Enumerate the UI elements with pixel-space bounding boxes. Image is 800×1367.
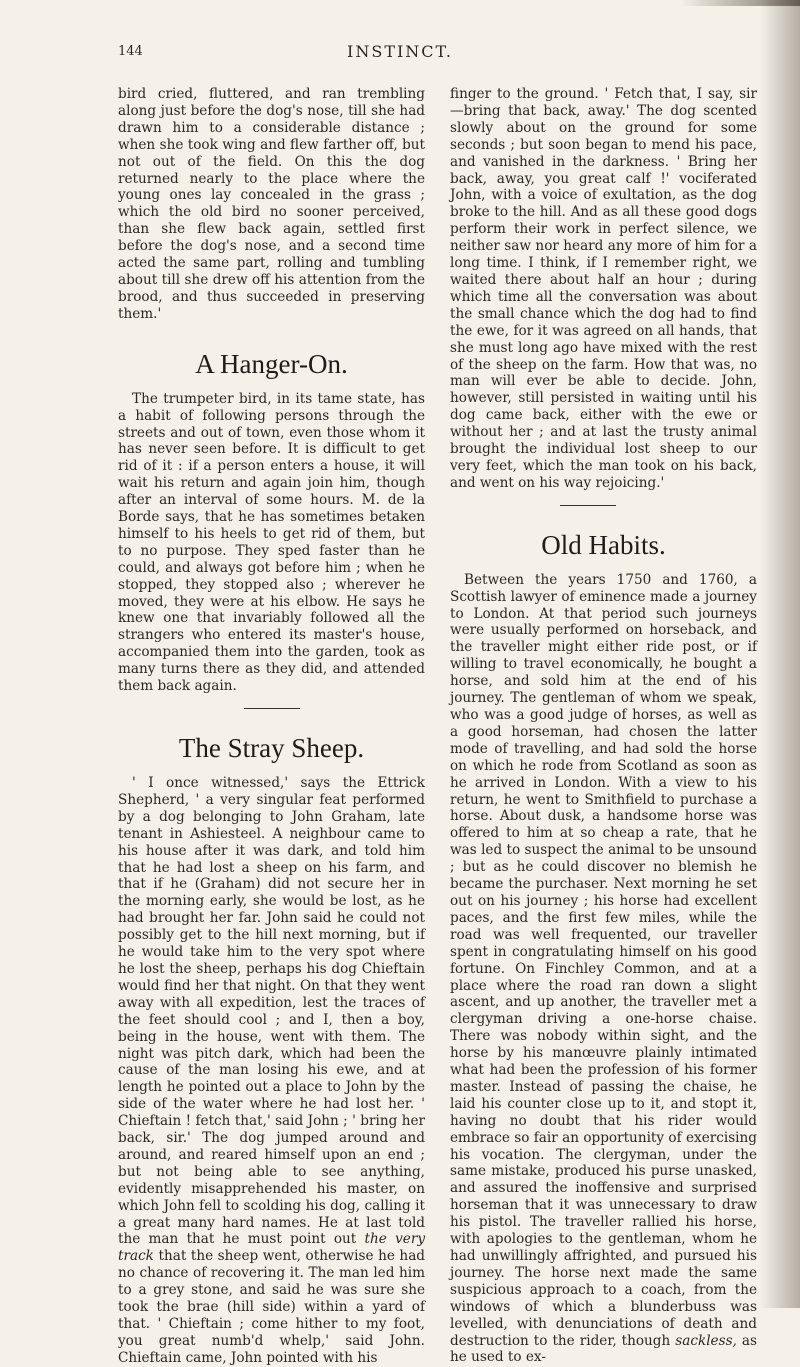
page-number: 144 [118,44,143,59]
section-divider [560,505,616,506]
paragraph-plover-end: bird cried, fluttered, and ran trembling along just before the dog's nose, till she had drawn him to a considerable distance ; when she took wing and flew farther off, but not out of the field. On this the dog returned nearly to the place where the young ones lay concealed in the grass ; which the old bird no sooner perceived, than she flew back again, settled first before the dog's nose, and a second time acted the same part, rolling and tumbling about till she drew off his attention from the brood, and thus succeeded in preserving them.' [118,86,425,322]
italic-text: sackless, [675,1332,737,1349]
paragraph-scottish-lawyer [450,572,757,1367]
section-divider [244,708,300,709]
running-head: INSTINCT. [347,42,453,61]
paragraph-chieftain-fetch: finger to the ground. ' Fetch that, I say, sir —bring that back, away.' The dog scented slowly about on the ground for some seconds ; but soon began to mend his pace, and vanished in the darkness. ' Bring her back, away, you great calf !' vociferated John, with a voice of exultation, as the dog broke to the hill. And as all these good dogs perform their work in perfect silence, we neither saw nor heard any more of him for a long time. I think, if I remember right, we waited there about half an hour ; during which time all the conversation was about the small chance which the dog had to find the ewe, for it was agreed on all hands, that she must long ago have mixed with the rest of the sheep on the farm. How that was, no man will ever be able to decide. John, however, still persisted in waiting until his dog came back, either with the ewe or without her ; and at last the trusty animal brought the individual lost sheep to our very feet, which the man took on his back, and went on his way rejoicing.' [450,86,757,491]
italic-text: the very track [118,1231,425,1265]
page-edge-shadow [760,0,800,1308]
text-run: as he used to ex- [450,1332,757,1366]
paragraph-trumpeter-bird: The trumpeter bird, in its tame state, has a habit of following persons through the streets and out of town, even those whom it has never seen before. It is difficult to get rid of it : if a person enters a house, it will wait his return and again join him, though after an interval of some hours. M. de la Borde says, that he has sometimes betaken himself to his heels to get rid of them, but to no purpose. They sped faster than he could, and always got before him ; when he stopped, they stopped also ; wherever he moved, they were at his elbow. He says he knew one that invariably followed all the strangers who entered its master's house, accompanied them into the garden, took as many turns there as they did, and attended them back again. [118,390,425,695]
text-run: ' I once witnessed,' says the Ettrick Shepherd, ' a very singular feat performed by a dog belonging to John Graham, late tenant in Ashiesteel. A neighbour came to his house after it was dark, and told him that he had lost a sheep on his farm, and that if he (Graham) did not secure her in the morning early, she would be lost, as he had brought her far. John said he could not possibly get to the hill next morning, but if he would take him to the very spot where he lost the sheep, perhaps his dog Chieftain would find her that night. On that they went away with all expedition, lest the traces of the feet should cool ; and I, then a boy, being in the house, went with them. The night was pitch dark, which had been the cause of the man losing his ewe, and at length he pointed out a place to John by the side of the water where he had lost her. ' Chieftain ! fetch that,' said John ; ' bring her back, sir.' The dog jumped around and around, and reared himself upon an end ; but not being able to see anything, evidently misapprehended his master, on which John fell to scolding his dog, calling it a great many hard names. He at last told the man that he must point out [118,775,425,1248]
section-heading-hanger-on: A Hanger-On. [195,348,348,379]
paragraph-ettrick-shepherd [118,775,425,1367]
text-run: that the sheep went, otherwise he had no chance of recovering it. The man led him to a grey stone, and said he was sure she took the brae (hill side) within a yard of that. ' Chieftain ; come hither to my foot, you great numb'd whelp,' said John. Chieftain came, John pointed with his [118,1248,425,1366]
left-column [118,86,425,1367]
section-heading-stray-sheep: The Stray Sheep. [178,733,365,763]
text-run: Between the years 1750 and 1760, a Scottish lawyer of eminence made a journey to London. At that period such journeys were usually performed on horseback, and the traveller might either ride post, or if willing to travel economically, he bought a horse, and sold him at the end of his journey. The gentleman of whom we speak, who was a good judge of horses, as well as a good horseman, had chosen the latter mode of travelling, and had sold the horse on which he rode from Scotland as soon as he arrived in London. With a view to his return, he went to Smithfield to purchase a horse. About dusk, a handsome horse was offered to him at so cheap a rate, that he was led to suspect the animal to be unsound ; but as he could discover no blemish he became the purchaser. Next morning he set out on his journey ; his horse had excellent paces, and the first few miles, while the road was well frequented, our traveller spent in congratulating himself on his good fortune. On Finchley Common, and at a place where the road ran down a slight ascent, and up another, the traveller met a clergyman driving a one-horse chaise. There was nobody within sight, and the horse by his manœuvre plainly intimated what had been the profession of his former master. Instead of passing the chaise, he laid his counter close up to it, and stopt it, having no doubt that his rider would embrace so fair an opportunity of exercising his vocation. The clergyman, under the same mistake, produced his purse unasked, and assured the inoffensive and surprised horseman that it was unnecessary to draw his pistol. The traveller rallied his horse, with apologies to the gentleman, whom he had unwillingly affrighted, and pursued his journey. The horse next made the same suspicious approach to a coach, from the windows of which a blunderbuss was levelled, with denunciations of death and destruction to the rider, though [450,571,757,1349]
right-column [450,86,757,1366]
section-heading-old-habits: Old Habits. [541,529,666,560]
